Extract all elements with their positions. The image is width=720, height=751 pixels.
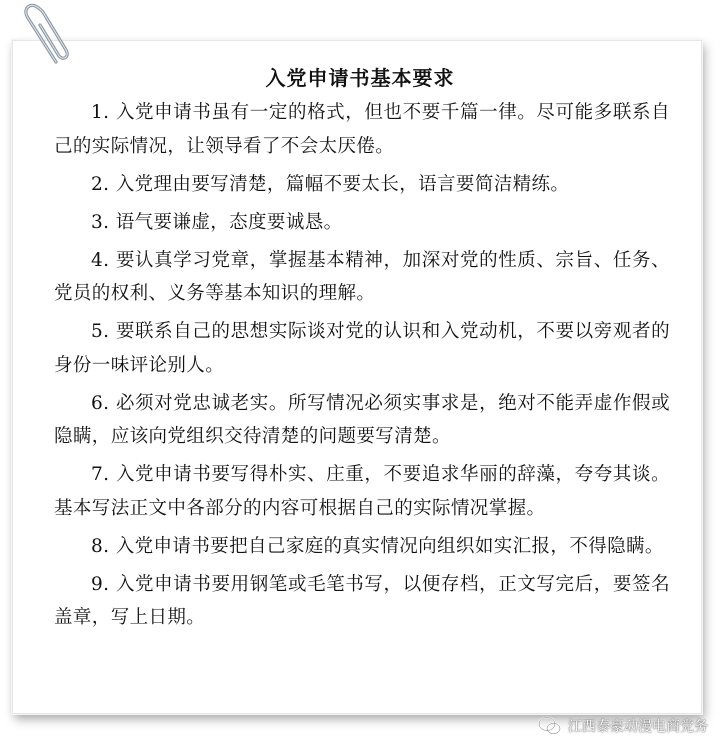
watermark: [538, 712, 708, 740]
list-item: 4. 要认真学习党章，掌握基本精神，加深对党的性质、宗旨、任务、党员的权利、义务等基本知识的理解。: [54, 249, 670, 304]
watermark-text: 江西泰豪动漫电商党务: [568, 719, 708, 735]
list-item: 8. 入党申请书要把自己家庭的真实情况向组织如实汇报，不得隐瞒。: [91, 535, 664, 557]
requirements-list: [54, 96, 670, 639]
list-item: 6. 必须对党忠诚老实。所写情况必须实事求是，绝对不能弄虚作假或隐瞒，应该向党组织交待清楚的问题要写清楚。: [54, 392, 670, 447]
paperclip-icon: [16, 0, 76, 66]
list-item: 5. 要联系自己的思想实际谈对党的认识和入党动机，不要以旁观者的身份一味评论别人。: [54, 321, 670, 376]
list-item: 2. 入党理由要写清楚，篇幅不要太长，语言要简洁精练。: [91, 173, 570, 195]
list-item: 7. 入党申请书要写得朴实、庄重，不要追求华丽的辞藻，夸夸其谈。基本写法正文中各部分的内容可根据自己的实际情况掌握。: [54, 464, 670, 519]
list-item: 1. 入党申请书虽有一定的格式，但也不要千篇一律。尽可能多联系自己的实际情况，让领导看了不会太厌倦。: [54, 102, 670, 157]
list-item: 3. 语气要谦虚，态度要诚恳。: [91, 211, 343, 233]
wechat-icon: [538, 716, 562, 736]
list-item: 9. 入党申请书要用钢笔或毛笔书写，以便存档，正文写完后，要签名盖章，写上日期。: [54, 573, 670, 628]
document-title: 入党申请书基本要求: [265, 66, 455, 90]
